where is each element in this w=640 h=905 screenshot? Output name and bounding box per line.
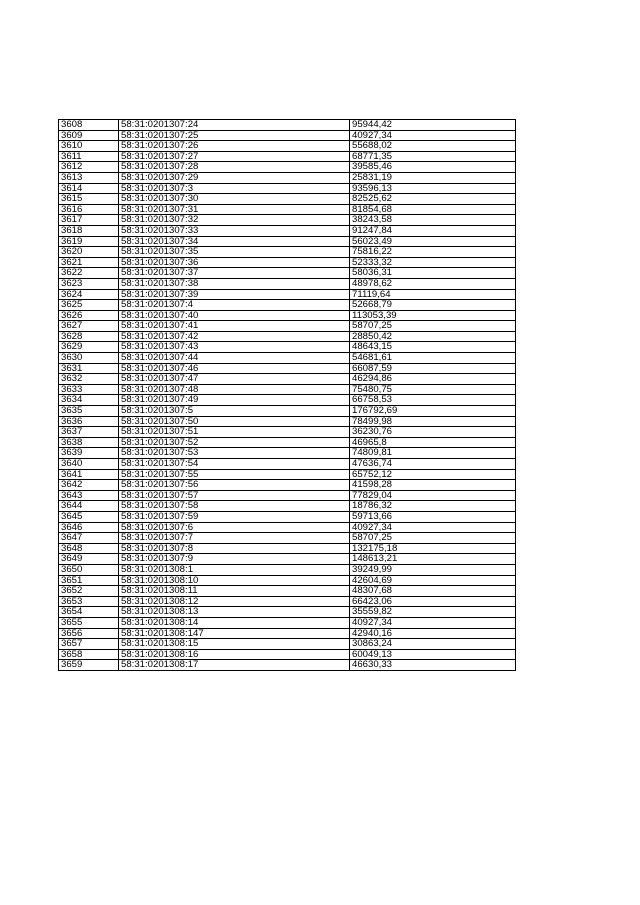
value-cell: 46965,8	[350, 437, 516, 448]
cadastral-number-cell: 58:31:0201307:56	[119, 480, 350, 491]
row-number-cell: 3658	[59, 649, 119, 660]
cadastral-number-cell: 58:31:0201307:32	[119, 215, 350, 226]
table-row	[59, 194, 516, 205]
row-number-cell: 3617	[59, 215, 119, 226]
value-cell: 41598,28	[350, 480, 516, 491]
cadastral-number-cell: 58:31:0201307:47	[119, 374, 350, 385]
value-cell: 54681,61	[350, 353, 516, 364]
table-row	[59, 543, 516, 554]
cadastral-number-cell: 58:31:0201307:25	[119, 130, 350, 141]
table-row	[59, 533, 516, 544]
row-number-cell: 3627	[59, 321, 119, 332]
table-row	[59, 374, 516, 385]
cadastral-number-cell: 58:31:0201307:49	[119, 395, 350, 406]
value-cell: 66087,59	[350, 363, 516, 374]
cadastral-number-cell: 58:31:0201307:42	[119, 331, 350, 342]
value-cell: 75480,75	[350, 384, 516, 395]
value-cell: 36230,76	[350, 427, 516, 438]
value-cell: 28850,42	[350, 331, 516, 342]
table-row	[59, 469, 516, 480]
table-row	[59, 660, 516, 671]
table-row	[59, 459, 516, 470]
value-cell: 18786,32	[350, 501, 516, 512]
row-number-cell: 3657	[59, 639, 119, 650]
value-cell: 46294,86	[350, 374, 516, 385]
table-row	[59, 353, 516, 364]
value-cell: 71119,64	[350, 289, 516, 300]
table-row	[59, 120, 516, 131]
cadastral-number-cell: 58:31:0201307:48	[119, 384, 350, 395]
row-number-cell: 3615	[59, 194, 119, 205]
row-number-cell: 3612	[59, 162, 119, 173]
table-row	[59, 363, 516, 374]
table-row	[59, 257, 516, 268]
value-cell: 39249,99	[350, 564, 516, 575]
value-cell: 39585,46	[350, 162, 516, 173]
table-row	[59, 427, 516, 438]
cadastral-number-cell: 58:31:0201307:53	[119, 448, 350, 459]
table-row	[59, 384, 516, 395]
table-row	[59, 564, 516, 575]
cadastral-number-cell: 58:31:0201307:33	[119, 225, 350, 236]
table-row	[59, 490, 516, 501]
cadastral-number-cell: 58:31:0201307:44	[119, 353, 350, 364]
value-cell: 48643,15	[350, 342, 516, 353]
cadastral-number-cell: 58:31:0201308:1	[119, 564, 350, 575]
cadastral-number-cell: 58:31:0201308:16	[119, 649, 350, 660]
value-cell: 40927,34	[350, 130, 516, 141]
cadastral-number-cell: 58:31:0201307:6	[119, 522, 350, 533]
value-cell: 40927,34	[350, 617, 516, 628]
cadastral-number-cell: 58:31:0201307:57	[119, 490, 350, 501]
row-number-cell: 3646	[59, 522, 119, 533]
value-cell: 91247,84	[350, 225, 516, 236]
row-number-cell: 3634	[59, 395, 119, 406]
value-cell: 25831,19	[350, 172, 516, 183]
row-number-cell: 3637	[59, 427, 119, 438]
value-cell: 77829,04	[350, 490, 516, 501]
value-cell: 176792,69	[350, 406, 516, 417]
table-row	[59, 448, 516, 459]
cadastral-number-cell: 58:31:0201308:10	[119, 575, 350, 586]
table-row	[59, 310, 516, 321]
table-row	[59, 300, 516, 311]
row-number-cell: 3647	[59, 533, 119, 544]
cadastral-number-cell: 58:31:0201308:14	[119, 617, 350, 628]
cadastral-number-cell: 58:31:0201307:28	[119, 162, 350, 173]
cadastral-number-cell: 58:31:0201307:9	[119, 554, 350, 565]
row-number-cell: 3614	[59, 183, 119, 194]
cadastral-number-cell: 58:31:0201307:7	[119, 533, 350, 544]
row-number-cell: 3652	[59, 586, 119, 597]
value-cell: 113053,39	[350, 310, 516, 321]
row-number-cell: 3642	[59, 480, 119, 491]
cadastral-number-cell: 58:31:0201307:46	[119, 363, 350, 374]
table-row	[59, 289, 516, 300]
cadastral-number-cell: 58:31:0201307:37	[119, 268, 350, 279]
cadastral-number-cell: 58:31:0201307:43	[119, 342, 350, 353]
table-row	[59, 575, 516, 586]
table-row	[59, 183, 516, 194]
row-number-cell: 3650	[59, 564, 119, 575]
row-number-cell: 3645	[59, 511, 119, 522]
cadastral-number-cell: 58:31:0201307:54	[119, 459, 350, 470]
value-cell: 48307,68	[350, 586, 516, 597]
row-number-cell: 3641	[59, 469, 119, 480]
row-number-cell: 3653	[59, 596, 119, 607]
table-row	[59, 395, 516, 406]
row-number-cell: 3621	[59, 257, 119, 268]
row-number-cell: 3631	[59, 363, 119, 374]
cadastral-number-cell: 58:31:0201308:11	[119, 586, 350, 597]
row-number-cell: 3648	[59, 543, 119, 554]
table-row	[59, 215, 516, 226]
row-number-cell: 3619	[59, 236, 119, 247]
table-row	[59, 204, 516, 215]
cadastral-value-table	[58, 119, 516, 671]
value-cell: 65752,12	[350, 469, 516, 480]
cadastral-number-cell: 58:31:0201307:59	[119, 511, 350, 522]
table-row	[59, 321, 516, 332]
cadastral-number-cell: 58:31:0201307:51	[119, 427, 350, 438]
table-row	[59, 151, 516, 162]
cadastral-number-cell: 58:31:0201307:24	[119, 120, 350, 131]
table-row	[59, 501, 516, 512]
cadastral-number-cell: 58:31:0201308:147	[119, 628, 350, 639]
row-number-cell: 3659	[59, 660, 119, 671]
value-cell: 95944,42	[350, 120, 516, 131]
value-cell: 35559,82	[350, 607, 516, 618]
row-number-cell: 3654	[59, 607, 119, 618]
table-row	[59, 162, 516, 173]
row-number-cell: 3638	[59, 437, 119, 448]
table-row	[59, 342, 516, 353]
value-cell: 148613,21	[350, 554, 516, 565]
cadastral-number-cell: 58:31:0201307:38	[119, 278, 350, 289]
value-cell: 59713,66	[350, 511, 516, 522]
row-number-cell: 3618	[59, 225, 119, 236]
table-row	[59, 617, 516, 628]
cadastral-number-cell: 58:31:0201307:52	[119, 437, 350, 448]
table-row	[59, 639, 516, 650]
table-row	[59, 586, 516, 597]
cadastral-number-cell: 58:31:0201308:15	[119, 639, 350, 650]
table-row	[59, 480, 516, 491]
row-number-cell: 3639	[59, 448, 119, 459]
table-row	[59, 437, 516, 448]
row-number-cell: 3610	[59, 141, 119, 152]
table-row	[59, 331, 516, 342]
cadastral-number-cell: 58:31:0201308:12	[119, 596, 350, 607]
value-cell: 81854,68	[350, 204, 516, 215]
table-row	[59, 596, 516, 607]
row-number-cell: 3633	[59, 384, 119, 395]
row-number-cell: 3625	[59, 300, 119, 311]
row-number-cell: 3628	[59, 331, 119, 342]
value-cell: 30863,24	[350, 639, 516, 650]
table-row	[59, 130, 516, 141]
value-cell: 66758,53	[350, 395, 516, 406]
table-row	[59, 522, 516, 533]
row-number-cell: 3626	[59, 310, 119, 321]
row-number-cell: 3644	[59, 501, 119, 512]
row-number-cell: 3609	[59, 130, 119, 141]
cadastral-number-cell: 58:31:0201307:4	[119, 300, 350, 311]
value-cell: 38243,58	[350, 215, 516, 226]
value-cell: 75816,22	[350, 247, 516, 258]
cadastral-number-cell: 58:31:0201307:50	[119, 416, 350, 427]
value-cell: 66423,06	[350, 596, 516, 607]
row-number-cell: 3608	[59, 120, 119, 131]
table-row	[59, 236, 516, 247]
value-cell: 58707,25	[350, 321, 516, 332]
row-number-cell: 3636	[59, 416, 119, 427]
value-cell: 58036,31	[350, 268, 516, 279]
row-number-cell: 3622	[59, 268, 119, 279]
row-number-cell: 3623	[59, 278, 119, 289]
cadastral-number-cell: 58:31:0201307:34	[119, 236, 350, 247]
value-cell: 46630,33	[350, 660, 516, 671]
row-number-cell: 3611	[59, 151, 119, 162]
table-row	[59, 247, 516, 258]
data-sheet	[58, 119, 515, 671]
cadastral-number-cell: 58:31:0201307:5	[119, 406, 350, 417]
cadastral-number-cell: 58:31:0201307:35	[119, 247, 350, 258]
row-number-cell: 3613	[59, 172, 119, 183]
value-cell: 47636,74	[350, 459, 516, 470]
value-cell: 55688,02	[350, 141, 516, 152]
cadastral-number-cell: 58:31:0201307:55	[119, 469, 350, 480]
table-body	[59, 120, 516, 671]
cadastral-number-cell: 58:31:0201307:26	[119, 141, 350, 152]
row-number-cell: 3630	[59, 353, 119, 364]
value-cell: 68771,35	[350, 151, 516, 162]
row-number-cell: 3649	[59, 554, 119, 565]
cadastral-number-cell: 58:31:0201307:36	[119, 257, 350, 268]
cadastral-number-cell: 58:31:0201307:40	[119, 310, 350, 321]
table-row	[59, 268, 516, 279]
table-row	[59, 607, 516, 618]
cadastral-number-cell: 58:31:0201307:30	[119, 194, 350, 205]
table-row	[59, 225, 516, 236]
cadastral-number-cell: 58:31:0201307:39	[119, 289, 350, 300]
value-cell: 40927,34	[350, 522, 516, 533]
cadastral-number-cell: 58:31:0201307:31	[119, 204, 350, 215]
cadastral-number-cell: 58:31:0201307:8	[119, 543, 350, 554]
row-number-cell: 3635	[59, 406, 119, 417]
table-row	[59, 141, 516, 152]
table-row	[59, 172, 516, 183]
value-cell: 42604,69	[350, 575, 516, 586]
table-row	[59, 278, 516, 289]
value-cell: 82525,62	[350, 194, 516, 205]
table-row	[59, 406, 516, 417]
table-row	[59, 649, 516, 660]
value-cell: 78499,98	[350, 416, 516, 427]
value-cell: 60049,13	[350, 649, 516, 660]
value-cell: 48978,62	[350, 278, 516, 289]
row-number-cell: 3640	[59, 459, 119, 470]
cadastral-number-cell: 58:31:0201307:58	[119, 501, 350, 512]
cadastral-number-cell: 58:31:0201307:41	[119, 321, 350, 332]
cadastral-number-cell: 58:31:0201308:13	[119, 607, 350, 618]
value-cell: 42940,16	[350, 628, 516, 639]
value-cell: 74809,81	[350, 448, 516, 459]
table-row	[59, 511, 516, 522]
row-number-cell: 3643	[59, 490, 119, 501]
table-row	[59, 416, 516, 427]
row-number-cell: 3651	[59, 575, 119, 586]
row-number-cell: 3632	[59, 374, 119, 385]
cadastral-number-cell: 58:31:0201308:17	[119, 660, 350, 671]
value-cell: 56023,49	[350, 236, 516, 247]
row-number-cell: 3620	[59, 247, 119, 258]
row-number-cell: 3655	[59, 617, 119, 628]
value-cell: 52668,79	[350, 300, 516, 311]
value-cell: 93596,13	[350, 183, 516, 194]
row-number-cell: 3656	[59, 628, 119, 639]
row-number-cell: 3616	[59, 204, 119, 215]
value-cell: 52333,32	[350, 257, 516, 268]
table-row	[59, 628, 516, 639]
row-number-cell: 3624	[59, 289, 119, 300]
table-row	[59, 554, 516, 565]
cadastral-number-cell: 58:31:0201307:3	[119, 183, 350, 194]
cadastral-number-cell: 58:31:0201307:27	[119, 151, 350, 162]
value-cell: 132175,18	[350, 543, 516, 554]
row-number-cell: 3629	[59, 342, 119, 353]
value-cell: 58707,25	[350, 533, 516, 544]
cadastral-number-cell: 58:31:0201307:29	[119, 172, 350, 183]
